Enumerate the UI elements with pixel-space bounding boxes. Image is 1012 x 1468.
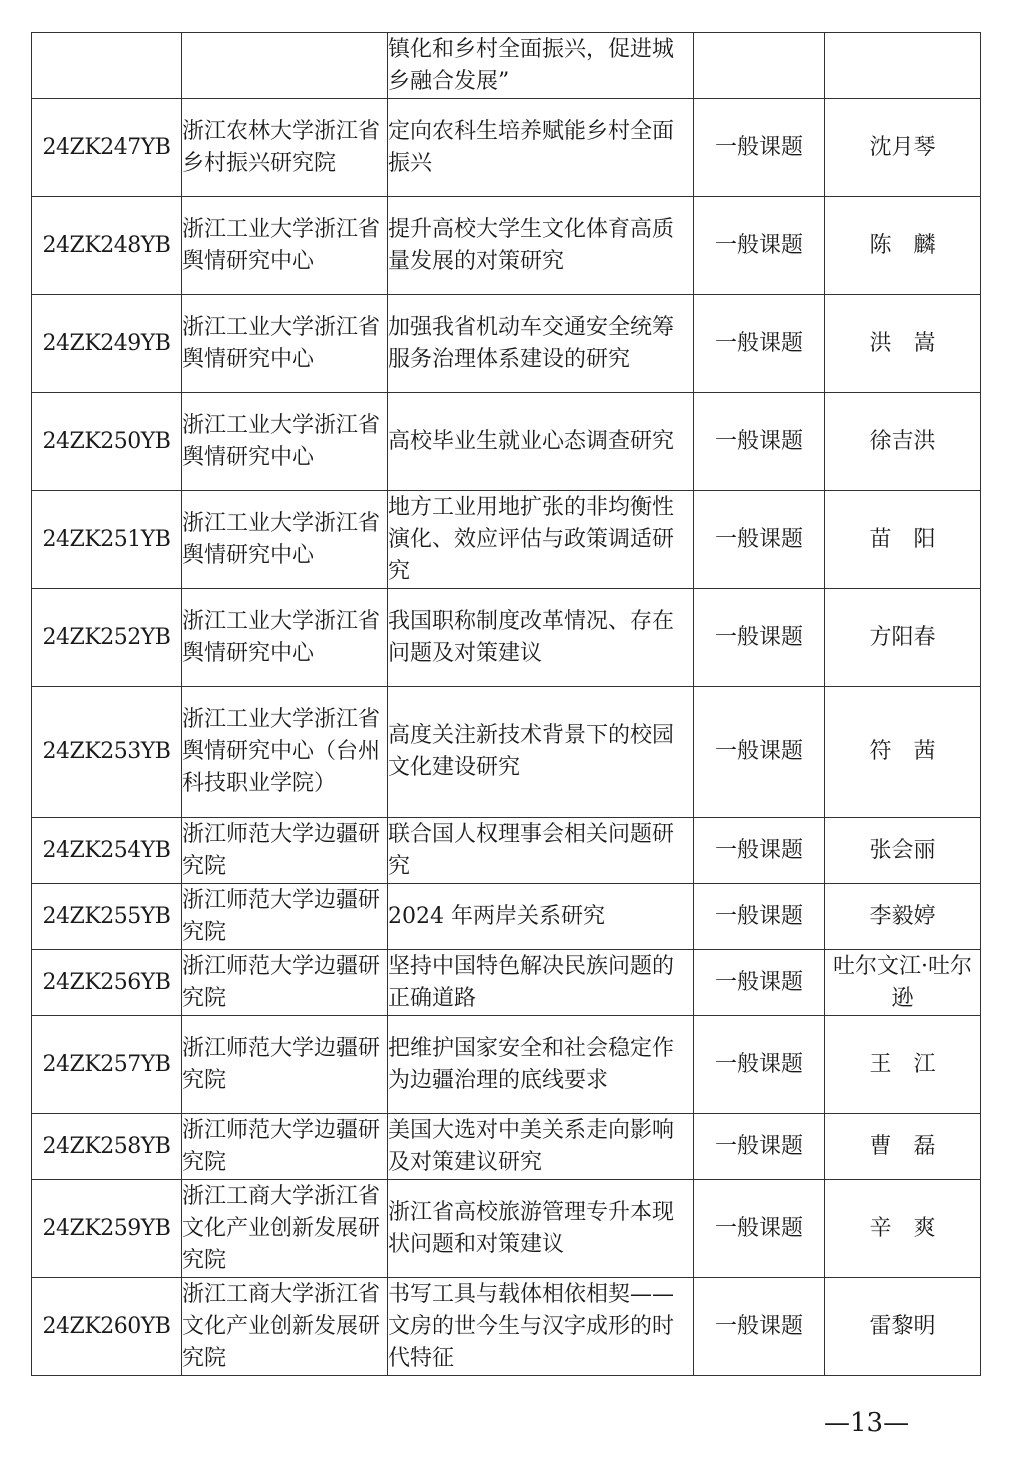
table-row	[32, 1016, 981, 1114]
project-title: 定向农科生培养赋能乡村全面振兴	[388, 99, 694, 197]
project-title: 书写工具与载体相依相契——文房的世今生与汉字成形的时代特征	[388, 1278, 694, 1376]
organization: 浙江工商大学浙江省文化产业创新发展研究院	[182, 1278, 388, 1376]
principal-investigator: 辛 爽	[825, 1180, 981, 1278]
table-row	[32, 99, 981, 197]
project-type: 一般课题	[694, 393, 825, 491]
project-title: 坚持中国特色解决民族问题的正确道路	[388, 950, 694, 1016]
organization: 浙江工商大学浙江省文化产业创新发展研究院	[182, 1180, 388, 1278]
project-code: 24ZK251YB	[32, 491, 182, 589]
table-row	[32, 1114, 981, 1180]
table-row	[32, 818, 981, 884]
project-code: 24ZK253YB	[32, 687, 182, 818]
organization: 浙江师范大学边疆研究院	[182, 1114, 388, 1180]
organization: 浙江师范大学边疆研究院	[182, 818, 388, 884]
project-title: 提升高校大学生文化体育高质量发展的对策研究	[388, 197, 694, 295]
project-code: 24ZK248YB	[32, 197, 182, 295]
table-row	[32, 197, 981, 295]
organization: 浙江师范大学边疆研究院	[182, 950, 388, 1016]
project-type: 一般课题	[694, 589, 825, 687]
organization: 浙江工业大学浙江省舆情研究中心	[182, 197, 388, 295]
project-code: 24ZK256YB	[32, 950, 182, 1016]
project-title: 高校毕业生就业心态调查研究	[388, 393, 694, 491]
table-row	[32, 687, 981, 818]
project-code: 24ZK260YB	[32, 1278, 182, 1376]
project-type: 一般课题	[694, 99, 825, 197]
project-title: 地方工业用地扩张的非均衡性演化、效应评估与政策调适研究	[388, 491, 694, 589]
project-type: 一般课题	[694, 687, 825, 818]
project-code: 24ZK250YB	[32, 393, 182, 491]
principal-investigator: 方阳春	[825, 589, 981, 687]
principal-investigator: 吐尔文江·吐尔逊	[825, 950, 981, 1016]
table-row	[32, 950, 981, 1016]
project-type: 一般课题	[694, 491, 825, 589]
project-code: 24ZK249YB	[32, 295, 182, 393]
organization: 浙江工业大学浙江省舆情研究中心	[182, 295, 388, 393]
principal-investigator: 苗 阳	[825, 491, 981, 589]
table-row	[32, 491, 981, 589]
organization: 浙江工业大学浙江省舆情研究中心	[182, 393, 388, 491]
organization: 浙江工业大学浙江省舆情研究中心	[182, 491, 388, 589]
project-title: 把维护国家安全和社会稳定作为边疆治理的底线要求	[388, 1016, 694, 1114]
principal-investigator: 陈 麟	[825, 197, 981, 295]
project-title: 2024 年两岸关系研究	[388, 884, 694, 950]
table-row	[32, 589, 981, 687]
project-type: 一般课题	[694, 1114, 825, 1180]
project-type: 一般课题	[694, 295, 825, 393]
project-code: 24ZK258YB	[32, 1114, 182, 1180]
project-code: 24ZK259YB	[32, 1180, 182, 1278]
organization: 浙江农林大学浙江省乡村振兴研究院	[182, 99, 388, 197]
project-type: 一般课题	[694, 1016, 825, 1114]
project-title: 浙江省高校旅游管理专升本现状问题和对策建议	[388, 1180, 694, 1278]
project-table	[31, 32, 981, 1376]
project-title: 镇化和乡村全面振兴，促进城乡融合发展”	[388, 33, 694, 99]
table-row	[32, 1278, 981, 1376]
project-type: 一般课题	[694, 818, 825, 884]
principal-investigator: 符 茜	[825, 687, 981, 818]
project-type: 一般课题	[694, 197, 825, 295]
organization: 浙江工业大学浙江省舆情研究中心	[182, 589, 388, 687]
project-code: 24ZK247YB	[32, 99, 182, 197]
project-type: 一般课题	[694, 1180, 825, 1278]
project-code	[32, 33, 182, 99]
principal-investigator: 王 江	[825, 1016, 981, 1114]
page-number: —13—	[824, 1408, 910, 1438]
project-title: 加强我省机动车交通安全统筹服务治理体系建设的研究	[388, 295, 694, 393]
principal-investigator: 雷黎明	[825, 1278, 981, 1376]
table-row	[32, 33, 981, 99]
table-row	[32, 1180, 981, 1278]
project-code: 24ZK254YB	[32, 818, 182, 884]
project-type: 一般课题	[694, 1278, 825, 1376]
project-title: 我国职称制度改革情况、存在问题及对策建议	[388, 589, 694, 687]
project-code: 24ZK252YB	[32, 589, 182, 687]
project-title: 联合国人权理事会相关问题研究	[388, 818, 694, 884]
organization	[182, 33, 388, 99]
principal-investigator: 张会丽	[825, 818, 981, 884]
project-title: 美国大选对中美关系走向影响及对策建议研究	[388, 1114, 694, 1180]
project-type: 一般课题	[694, 950, 825, 1016]
table-row	[32, 295, 981, 393]
project-title: 高度关注新技术背景下的校园文化建设研究	[388, 687, 694, 818]
principal-investigator: 李毅婷	[825, 884, 981, 950]
organization: 浙江工业大学浙江省舆情研究中心（台州科技职业学院）	[182, 687, 388, 818]
project-code: 24ZK257YB	[32, 1016, 182, 1114]
organization: 浙江师范大学边疆研究院	[182, 884, 388, 950]
principal-investigator: 徐吉洪	[825, 393, 981, 491]
principal-investigator: 洪 嵩	[825, 295, 981, 393]
principal-investigator	[825, 33, 981, 99]
project-code: 24ZK255YB	[32, 884, 182, 950]
project-type: 一般课题	[694, 884, 825, 950]
principal-investigator: 曹 磊	[825, 1114, 981, 1180]
table-row	[32, 884, 981, 950]
project-type	[694, 33, 825, 99]
table-row	[32, 393, 981, 491]
principal-investigator: 沈月琴	[825, 99, 981, 197]
organization: 浙江师范大学边疆研究院	[182, 1016, 388, 1114]
